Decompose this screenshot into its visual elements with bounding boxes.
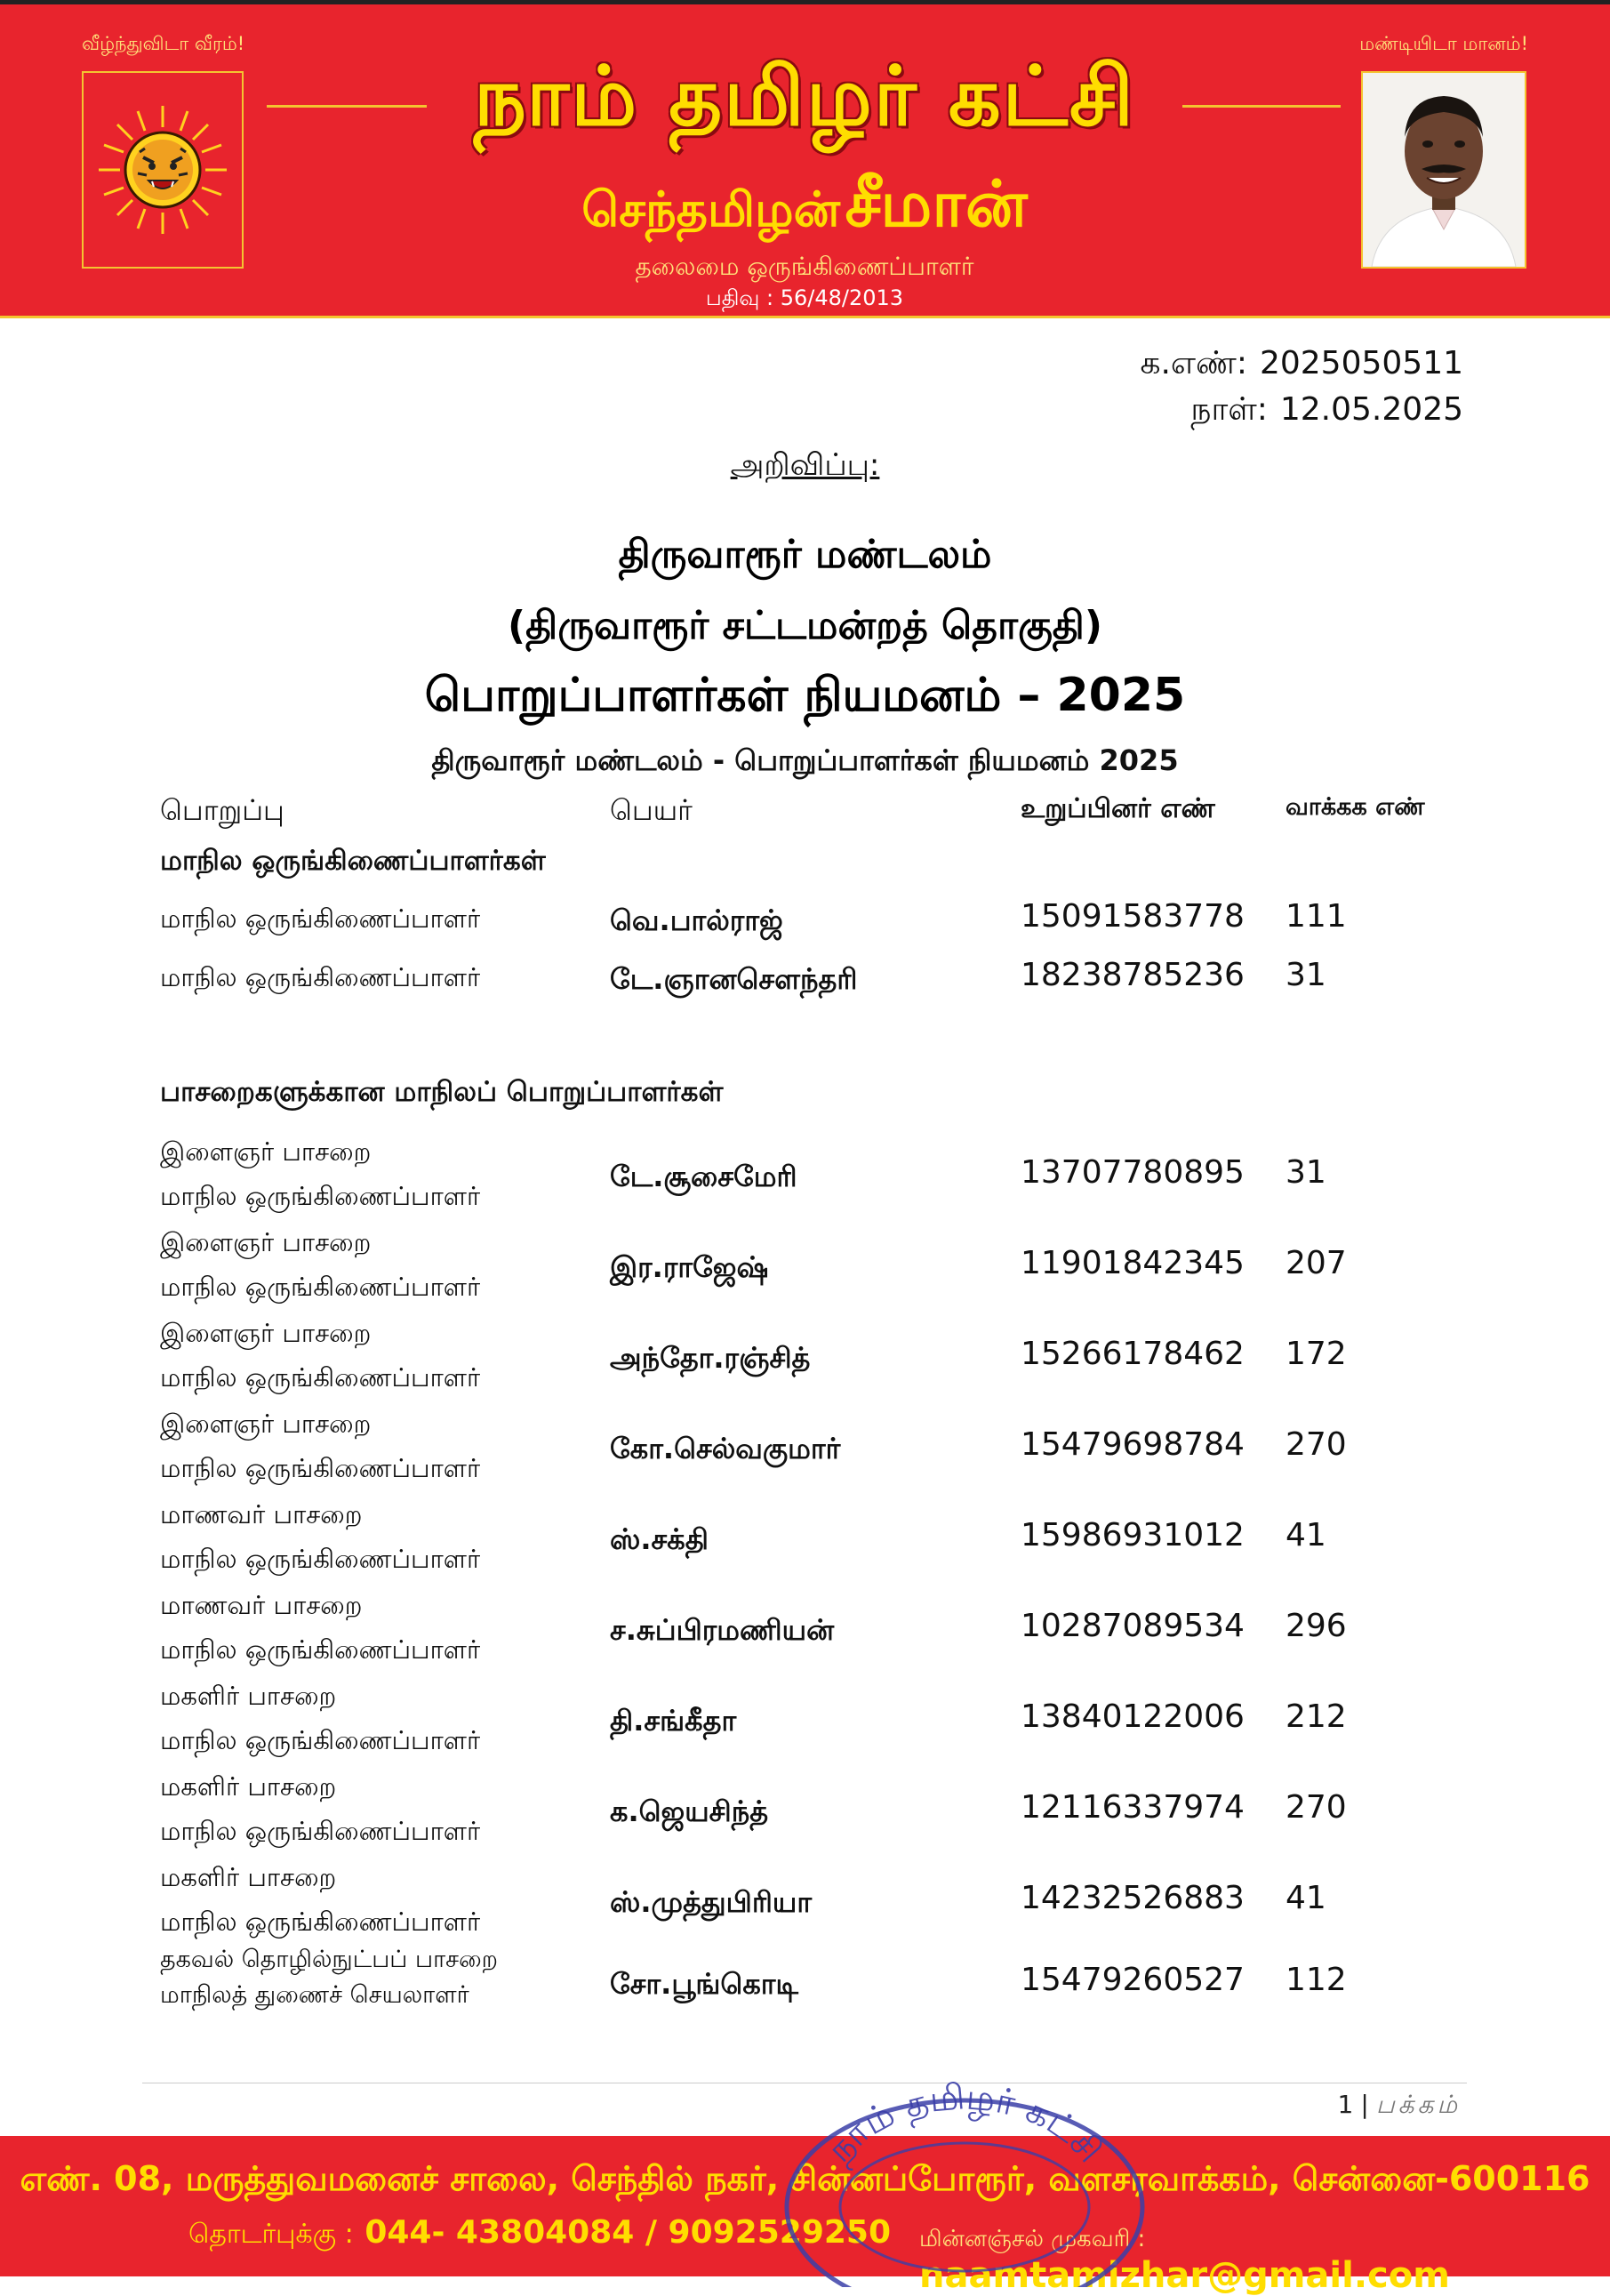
row-role-title: மாநில ஒருங்கிணைப்பாளர் [160,1544,481,1574]
row-name: டே.சூசைமேரி [610,1160,797,1193]
row-name: அந்தோ.ரஞ்சித் [610,1341,811,1375]
row-role-unit: மகளிர் பாசறை [160,1681,337,1711]
title-constituency: (திருவாரூர் சட்டமன்றத் தொகுதி) [508,603,1102,648]
row-vote-number: 270 [1286,1426,1347,1463]
date-label: நாள்: [1190,391,1268,428]
tiger-emblem-icon [92,99,234,241]
date-value: 12.05.2025 [1279,391,1463,428]
row-vote-number: 111 [1286,898,1347,935]
registration-number: பதிவு : 56/48/2013 [705,285,904,310]
notice-heading: அறிவிப்பு: [730,447,880,483]
leader-name [498,166,1111,241]
row-role [160,1401,480,1490]
row-role [160,1583,480,1672]
title-appointment: பொறுப்பாளர்கள் நியமனம் – 2025 [424,669,1186,722]
row-role-title: மாநில ஒருங்கிணைப்பாளர் [160,1725,481,1755]
leader-surname: சீமான் [845,166,1028,241]
row-role [160,1942,498,2013]
row-role-unit: மகளிர் பாசறை [160,1862,337,1892]
row-name: ஸ்.முத்துபிரியா [610,1885,813,1919]
row-role-title: மாநில ஒருங்கிணைப்பாளர் [160,1362,481,1393]
row-role [160,1492,480,1581]
row-role: மாநில ஒருங்கிணைப்பாளர் [160,962,481,992]
row-vote-number: 31 [1286,1154,1326,1191]
row-member-number: 15091583778 [1021,898,1245,935]
banner-rule-left [267,105,427,108]
row-vote-number: 212 [1286,1698,1347,1735]
row-member-number: 15479260527 [1021,1962,1245,1998]
row-member-number: 13707780895 [1021,1154,1245,1191]
page-number-value: 1 [1337,2090,1354,2119]
row-role-title: மாநில ஒருங்கிணைப்பாளர் [160,1634,481,1665]
row-role [160,1764,480,1853]
row-role-title: மாநிலத் துணைச் செயலாளர் [160,1981,469,2009]
row-role-title: மாநில ஒருங்கிணைப்பாளர் [160,1907,481,1937]
reference-value: 2025050511 [1259,345,1463,381]
seal-text: நாம் தமிழர் கட்சி [819,2076,1110,2172]
row-role-title: மாநில ஒருங்கிணைப்பாளர் [160,1272,481,1302]
banner-bottom-rule [0,316,1610,318]
slogan-left: வீழ்ந்துவிடா வீரம்! [82,33,245,54]
row-role-unit: தகவல் தொழில்நுட்பப் பாசறை [160,1946,499,1973]
column-header-role: பொறுப்பு [160,793,284,827]
row-name: தி.சங்கீதா [610,1704,737,1738]
row-role [160,1311,480,1400]
column-header-vote: வாக்கக எண் [1286,793,1425,821]
date-line [1190,391,1463,432]
row-member-number: 11901842345 [1021,1245,1245,1281]
row-name: வெ.பால்ராஜ் [610,903,783,937]
row-role-title: மாநில ஒருங்கிணைப்பாளர் [160,1453,481,1483]
row-vote-number: 172 [1286,1336,1347,1372]
letterhead-banner [0,0,1610,318]
row-role-title: மாநில ஒருங்கிணைப்பாளர் [160,1181,481,1211]
row-role-unit: மகளிர் பாசறை [160,1771,337,1802]
title-region: திருவாரூர் மண்டலம் [618,532,992,577]
row-member-number: 15479698784 [1021,1426,1245,1463]
section-heading: மாநில ஒருங்கிணைப்பாளர்கள் [160,845,546,877]
row-name: ஸ்.சக்தி [610,1522,709,1556]
leader-role: தலைமை ஒருங்கிணைப்பாளர் [635,252,974,281]
row-role [160,1220,480,1309]
row-vote-number: 41 [1286,1880,1326,1916]
row-role-unit: மாணவர் பாசறை [160,1499,363,1529]
row-member-number: 13840122006 [1021,1698,1245,1735]
phone-value: 044- 43804084 / 9092529250 [364,2214,892,2251]
email-value: naamtamizhar@gmail.com [919,2255,1450,2296]
footer-address: எண். 08, மருத்துவமனைச் சாலை, செந்தில் நகர், சின்னப்போரூர், வளசரவாக்கம், சென்னை-600116 [20,2159,1590,2198]
party-seal-stamp [778,2074,1151,2287]
row-role: மாநில ஒருங்கிணைப்பாளர் [160,903,481,934]
page-number [1338,2090,1461,2123]
row-role-unit: மாணவர் பாசறை [160,1590,363,1620]
portrait-icon [1363,73,1525,267]
row-name: ச.சுப்பிரமணியன் [610,1613,835,1647]
row-vote-number: 41 [1286,1517,1326,1553]
row-role [160,1855,480,1944]
phone-label: தொடர்புக்கு : [188,2219,354,2250]
section-heading: பாசறைகளுக்கான மாநிலப் பொறுப்பாளர்கள் [160,1076,724,1108]
row-role-unit: இளைஞர் பாசறை [160,1409,372,1439]
party-logo [82,71,244,269]
table-title: திருவாரூர் மண்டலம் - பொறுப்பாளர்கள் நியமனம் 2025 [431,743,1179,777]
row-name: கோ.செல்வகுமார் [610,1432,841,1465]
row-vote-number: 112 [1286,1962,1347,1998]
row-member-number: 18238785236 [1021,957,1245,993]
slogan-right: மண்டியிடா மானம்! [1359,33,1528,54]
row-member-number: 10287089534 [1021,1608,1245,1644]
email-label: மின்னஞ்சல் முகவரி : [919,2226,1146,2252]
page-label: பக்கம் [1375,2090,1461,2119]
row-member-number: 14232526883 [1021,1880,1245,1916]
row-role [160,1129,480,1218]
reference-label: க.எண்: [1140,345,1247,381]
row-member-number: 12116337974 [1021,1789,1245,1826]
row-name: இர.ராஜேஷ் [610,1250,769,1284]
row-role-unit: இளைஞர் பாசறை [160,1227,372,1257]
row-name: சோ.பூங்கொடி [610,1967,798,2001]
party-name: நாம் தமிழர் கட்சி [474,49,1135,144]
leader-photo [1361,71,1526,269]
row-role-unit: இளைஞர் பாசறை [160,1136,372,1167]
row-role [160,1674,480,1762]
row-member-number: 15986931012 [1021,1517,1245,1553]
row-role-unit: இளைஞர் பாசறை [160,1318,372,1348]
svg-text:நாம் தமிழர் கட்சி [820,2076,1110,2172]
row-vote-number: 296 [1286,1608,1347,1644]
banner-rule-right [1182,105,1341,108]
row-vote-number: 207 [1286,1245,1347,1281]
row-vote-number: 270 [1286,1789,1347,1826]
page-number-separator: | [1360,2090,1369,2119]
row-member-number: 15266178462 [1021,1336,1245,1372]
column-header-name: பெயர் [610,793,693,827]
row-name: டே.ஞானசௌந்தரி [610,962,858,996]
row-name: க.ஜெயசிந்த் [610,1794,769,1828]
reference-number [1140,345,1463,386]
row-role-title: மாநில ஒருங்கிணைப்பாளர் [160,1816,481,1846]
row-vote-number: 31 [1286,957,1326,993]
leader-prefix: செந்தமிழன் [581,181,840,237]
column-header-member: உறுப்பினர் எண் [1021,793,1215,824]
